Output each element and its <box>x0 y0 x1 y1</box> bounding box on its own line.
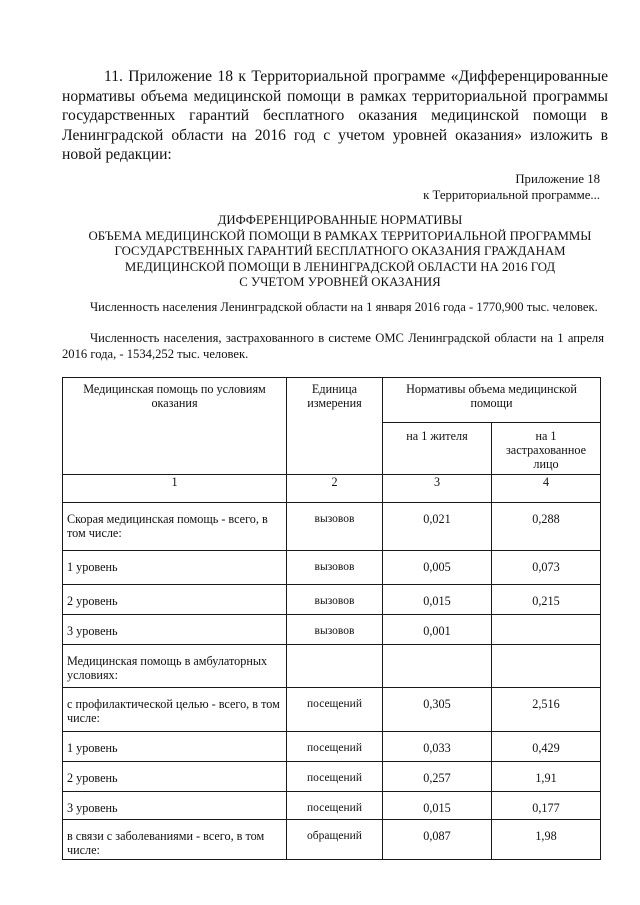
row-unit: обращений <box>287 820 383 860</box>
row-name: в связи с заболеваниями - всего, в том числе: <box>63 820 287 860</box>
row-per-resident <box>383 645 492 688</box>
table-row <box>63 820 601 860</box>
row-name: 1 уровень <box>63 551 287 585</box>
row-per-insured: 0,177 <box>492 792 601 820</box>
header-unit: Единица измерения <box>287 378 383 475</box>
row-per-insured: 2,516 <box>492 688 601 732</box>
row-name: 3 уровень <box>63 615 287 645</box>
row-per-resident: 0,001 <box>383 615 492 645</box>
row-name: Медицинская помощь в амбулаторных условиях: <box>63 645 287 688</box>
row-per-insured: 0,288 <box>492 503 601 551</box>
appendix-program: к Территориальной программе... <box>423 188 600 202</box>
table-row <box>63 585 601 615</box>
row-per-resident: 0,015 <box>383 585 492 615</box>
row-per-resident: 0,015 <box>383 792 492 820</box>
row-per-insured <box>492 615 601 645</box>
norms-table <box>62 377 601 860</box>
column-number: 4 <box>492 475 601 503</box>
appendix-reference <box>423 171 600 203</box>
row-unit: посещений <box>287 688 383 732</box>
row-per-insured <box>492 645 601 688</box>
table-row <box>63 762 601 792</box>
row-per-resident: 0,257 <box>383 762 492 792</box>
column-number: 3 <box>383 475 492 503</box>
row-per-insured: 0,215 <box>492 585 601 615</box>
row-name: 2 уровень <box>63 585 287 615</box>
row-unit: посещений <box>287 762 383 792</box>
row-unit: вызовов <box>287 551 383 585</box>
title-line: С УЧЕТОМ УРОВНЕЙ ОКАЗАНИЯ <box>239 275 441 290</box>
table-row <box>63 503 601 551</box>
title-line: ДИФФЕРЕНЦИРОВАННЫЕ НОРМАТИВЫ <box>217 213 463 227</box>
population-total: Численность населения Ленинградской области на 1 января 2016 года - 1770,900 тыс. человек. <box>90 300 598 314</box>
row-per-resident: 0,087 <box>383 820 492 860</box>
row-unit: посещений <box>287 732 383 762</box>
title-line: ОБЪЕМА МЕДИЦИНСКОЙ ПОМОЩИ В РАМКАХ ТЕРРИТОРИАЛЬНОЙ ПРОГРАММЫ <box>88 228 592 243</box>
column-number: 1 <box>63 475 287 503</box>
row-name: 1 уровень <box>63 732 287 762</box>
document-title <box>40 213 640 291</box>
row-per-insured: 0,073 <box>492 551 601 585</box>
table-row <box>63 645 601 688</box>
row-per-insured: 0,429 <box>492 732 601 762</box>
column-number: 2 <box>287 475 383 503</box>
title-line: МЕДИЦИНСКОЙ ПОМОЩИ В ЛЕНИНГРАДСКОЙ ОБЛАСТИ НА 2016 ГОД <box>124 259 556 274</box>
row-unit: вызовов <box>287 503 383 551</box>
table-row <box>63 792 601 820</box>
row-per-resident: 0,021 <box>383 503 492 551</box>
row-name: 3 уровень <box>63 792 287 820</box>
row-name: с профилактической целью - всего, в том числе: <box>63 688 287 732</box>
header-per-resident: на 1 жителя <box>383 423 492 475</box>
header-norms: Нормативы объема медицинской помощи <box>383 378 601 423</box>
row-unit: вызовов <box>287 585 383 615</box>
title-line: ГОСУДАРСТВЕННЫХ ГАРАНТИЙ БЕСПЛАТНОГО ОКАЗАНИЯ ГРАЖДАНАМ <box>114 244 566 259</box>
row-per-insured: 1,98 <box>492 820 601 860</box>
appendix-number: Приложение 18 <box>515 172 600 186</box>
row-name: Скорая медицинская помощь - всего, в том числе: <box>63 503 287 551</box>
table-row <box>63 551 601 585</box>
row-per-resident: 0,005 <box>383 551 492 585</box>
row-per-resident: 0,033 <box>383 732 492 762</box>
row-per-insured: 1,91 <box>492 762 601 792</box>
table-row <box>63 615 601 645</box>
table-row <box>63 688 601 732</box>
row-unit: посещений <box>287 792 383 820</box>
intro-paragraph: 11. Приложение 18 к Территориальной программе «Дифференцированные нормативы объема медицинской помощи в рамках территориальной программы государственных гарантий бесплатного оказания медицинской помощи в Ленинградской области на 2016 год с учетом уровней оказания» изложить в новой редакции: <box>62 68 608 163</box>
table-row <box>63 732 601 762</box>
row-per-resident: 0,305 <box>383 688 492 732</box>
population-insured: Численность населения, застрахованного в системе ОМС Ленинградской области на 1 апреля 2016 года, - 1534,252 тыс. человек. <box>62 331 604 361</box>
header-per-insured: на 1 застрахованное лицо <box>492 423 601 475</box>
row-unit <box>287 645 383 688</box>
row-name: 2 уровень <box>63 762 287 792</box>
header-conditions: Медицинская помощь по условиям оказания <box>63 378 287 475</box>
row-unit: вызовов <box>287 615 383 645</box>
